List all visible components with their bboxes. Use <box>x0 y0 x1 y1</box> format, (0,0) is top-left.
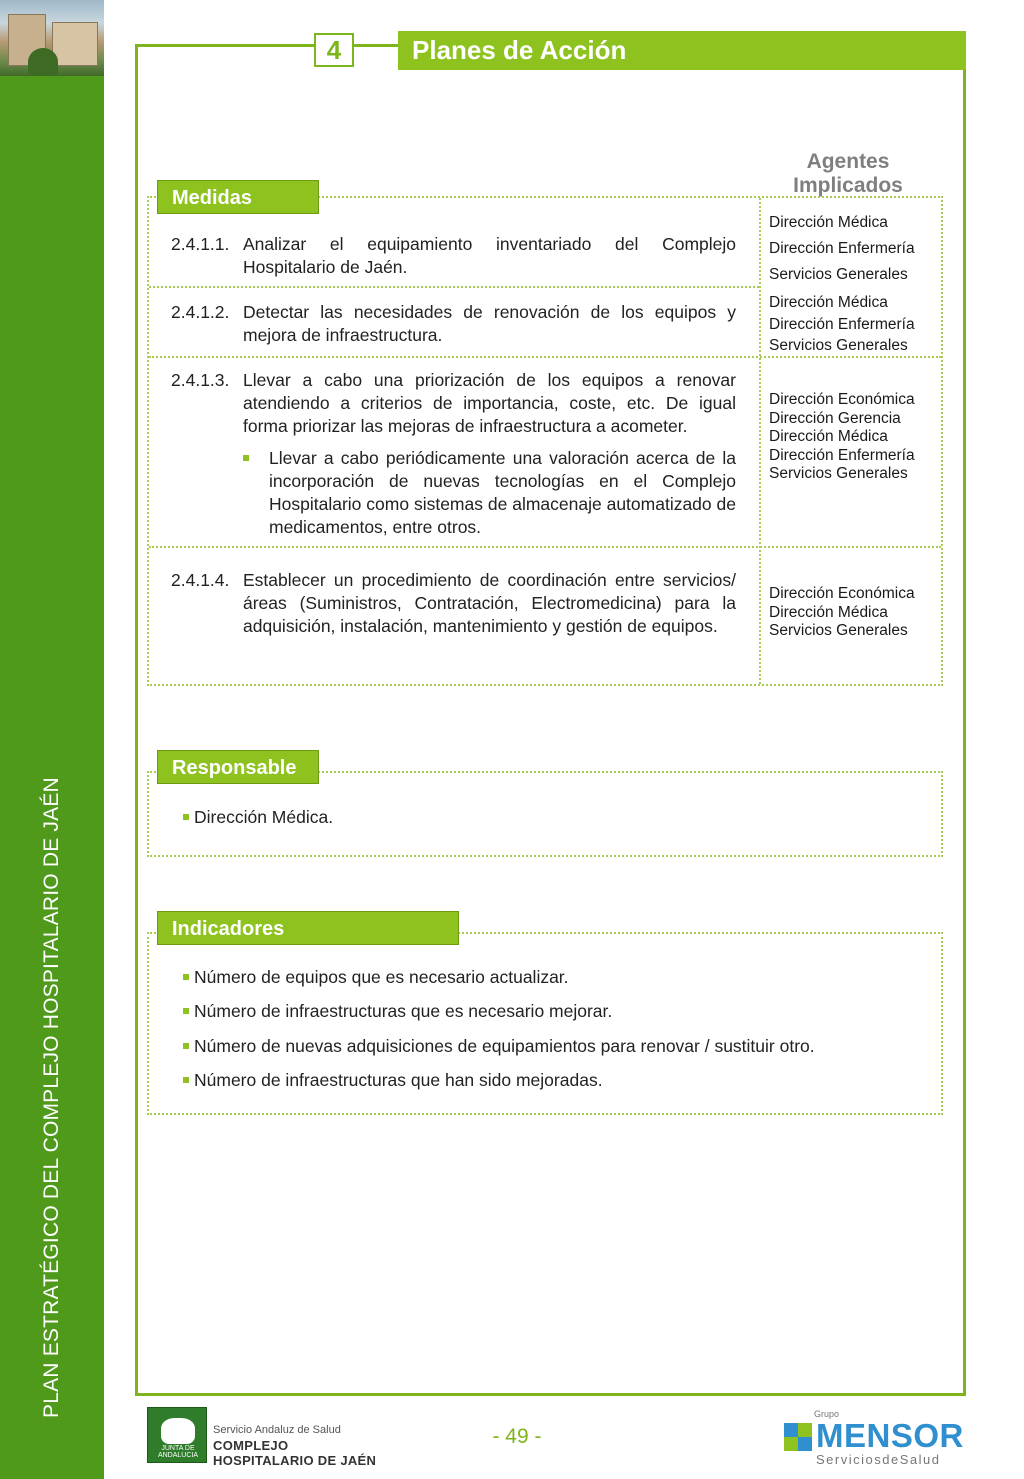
measure-item <box>171 301 736 347</box>
measure-number: 2.4.1.2. <box>171 302 230 322</box>
hospital-photo <box>0 0 104 76</box>
column-divider <box>759 198 761 684</box>
mensor-mark-icon <box>784 1423 812 1451</box>
agent-item: Servicios Generales <box>769 622 908 639</box>
agents-list <box>769 391 944 484</box>
mensor-logo: Grupo MENSOR ServiciosdeSalud <box>782 1409 962 1469</box>
measure-text: Llevar a cabo una priorización de los equipos a renovar atendiendo a criterios de importancia, coste, etc. De igual forma priorizar las mejoras de infraestructura a acometer. <box>243 370 736 436</box>
row-divider <box>149 286 759 288</box>
responsable-item: Dirección Médica. <box>183 806 333 829</box>
agents-heading: Agentes Implicados <box>793 150 903 197</box>
indicator-item: Número de nuevas adquisiciones de equipamientos para renovar / sustituir otro. <box>183 1035 815 1058</box>
chapter-number: 4 <box>314 33 354 67</box>
junta-andalucia-logo: JUNTA DE ANDALUCIA <box>147 1407 207 1463</box>
agents-list <box>769 210 944 288</box>
measure-text: Detectar las necesidades de renovación de los equipos y mejora de infraestructura. <box>243 302 736 345</box>
indicator-item: Número de infraestructuras que es necesario mejorar. <box>183 1000 612 1023</box>
agent-item: Dirección Enfermería <box>769 446 915 464</box>
measure-number: 2.4.1.1. <box>171 234 230 254</box>
agent-item: Dirección Médica <box>769 428 888 445</box>
measure-text: Establecer un procedimiento de coordinación entre servicios/áreas (Suministros, Contratación, Electromedicina) para la adquisición, instalación, mantenimiento y gestión de equipos. <box>243 570 736 636</box>
square-bullet-icon <box>183 814 189 820</box>
measure-number: 2.4.1.4. <box>171 570 230 590</box>
agent-item: Dirección Enfermería <box>769 240 915 257</box>
agent-item: Servicios Generales <box>769 465 908 482</box>
indicator-item: Número de equipos que es necesario actualizar. <box>183 966 569 989</box>
measure-item <box>171 369 736 438</box>
square-bullet-icon <box>243 455 249 461</box>
chapter-title: Planes de Acción <box>398 31 966 70</box>
agents-list <box>769 585 944 641</box>
hospital-logo <box>147 1407 391 1468</box>
responsable-tab: Responsable <box>157 750 319 784</box>
agent-item: Dirección Médica <box>769 214 888 231</box>
sub-bullet-text: Llevar a cabo periódicamente una valoración acerca de la incorporación de nuevas tecnologías en el Complejo Hospitalario como sistemas de almacenaje automatizado de medicamentos, entre otros. <box>269 448 736 537</box>
measure-number: 2.4.1.3. <box>171 370 230 390</box>
indicator-item: Número de infraestructuras que han sido mejoradas. <box>183 1069 603 1092</box>
sub-bullet-item <box>243 447 736 539</box>
medidas-tab: Medidas <box>157 180 319 214</box>
agents-list <box>769 292 944 357</box>
logo-line2: COMPLEJO HOSPITALARIO DE JAÉN <box>213 1438 377 1468</box>
square-bullet-icon <box>183 1008 189 1014</box>
agent-item: Dirección Enfermería <box>769 315 915 333</box>
agent-item: Dirección Económica <box>769 585 915 602</box>
agent-item: Dirección Médica <box>769 294 888 311</box>
sidebar-title: PLAN ESTRATÉGICO DEL COMPLEJO HOSPITALARIO DE JAÉN <box>40 777 63 1418</box>
measure-item <box>171 569 736 638</box>
page-number: - 49 - <box>492 1425 542 1448</box>
measure-item <box>171 233 736 279</box>
indicadores-tab: Indicadores <box>157 911 459 945</box>
logo-line1: Servicio Andaluz de Salud <box>213 1424 341 1436</box>
agent-item: Dirección Gerencia <box>769 409 901 427</box>
square-bullet-icon <box>183 1043 189 1049</box>
agent-item: Dirección Médica <box>769 603 888 621</box>
agent-item: Servicios Generales <box>769 337 908 354</box>
measure-text: Analizar el equipamiento inventariado del Complejo Hospitalario de Jaén. <box>243 234 736 277</box>
square-bullet-icon <box>183 1077 189 1083</box>
square-bullet-icon <box>183 974 189 980</box>
agent-item: Dirección Económica <box>769 391 915 408</box>
agent-item: Servicios Generales <box>769 266 908 283</box>
row-divider <box>149 546 941 548</box>
